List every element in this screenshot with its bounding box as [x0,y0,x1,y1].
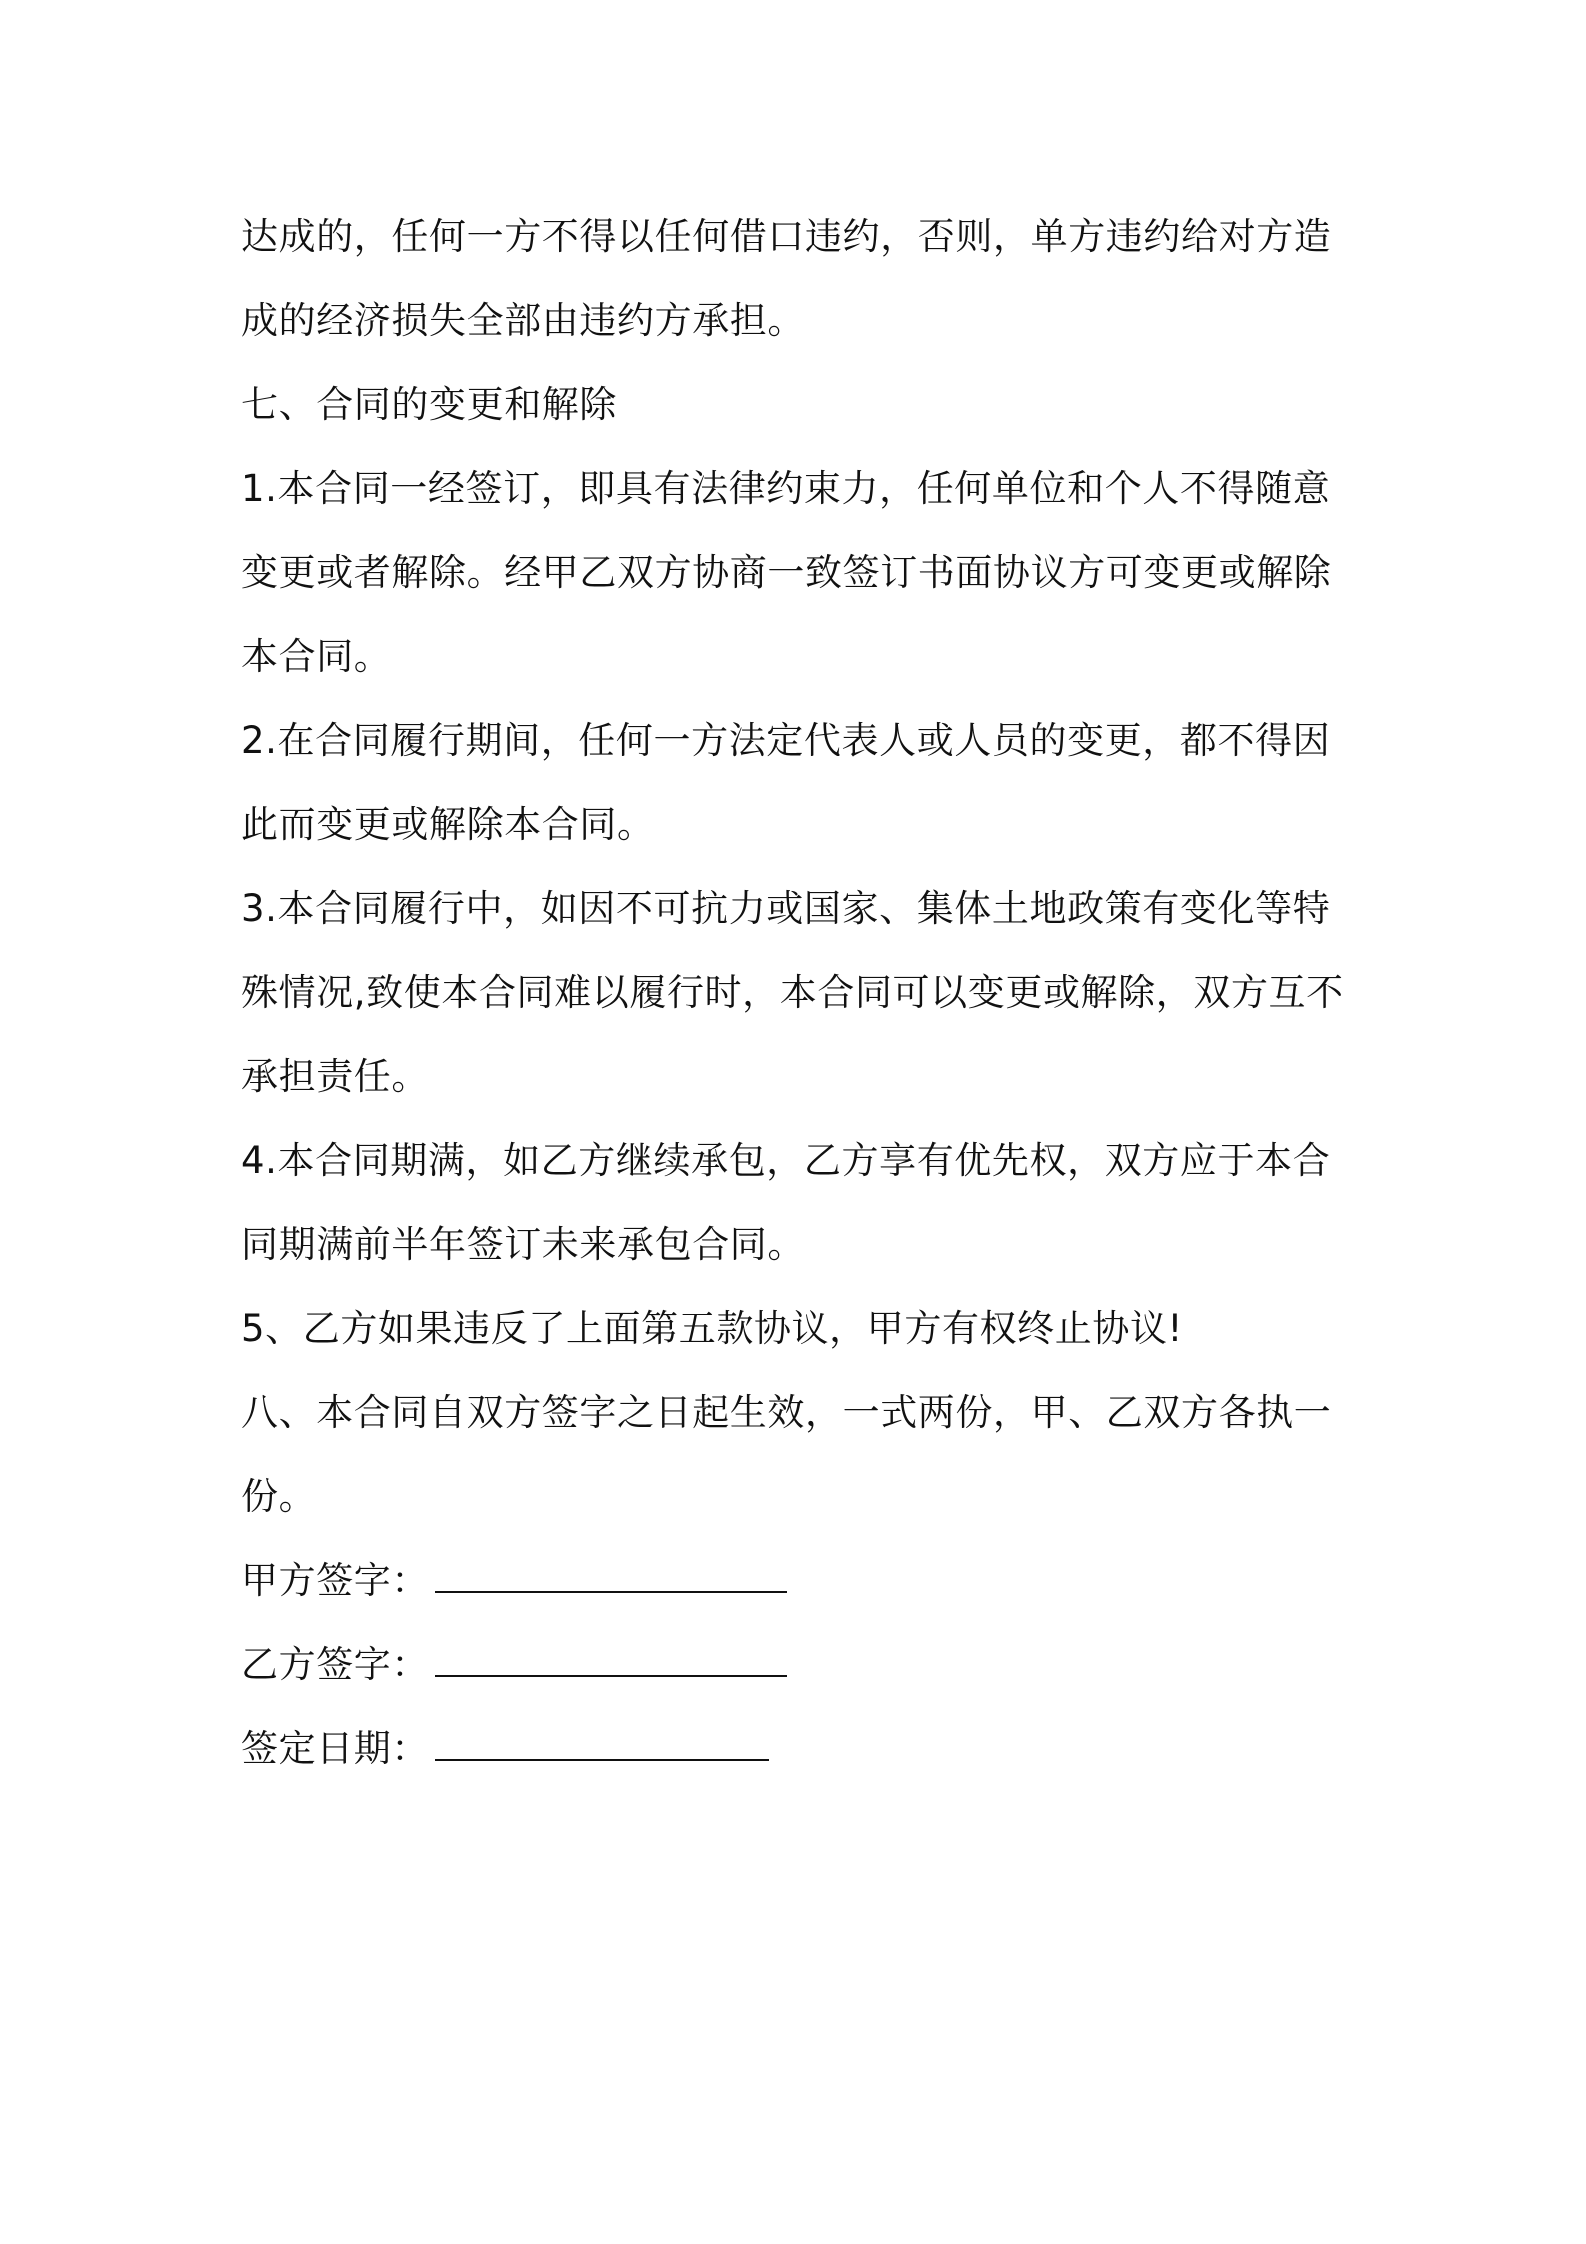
paragraph-line: 本合同。 [241,635,392,678]
paragraph-line: 成的经济损失全部由违约方承担。 [241,299,805,342]
party-a-signature-row [241,1539,1351,1623]
party-b-signature-label: 乙方签字： [241,1643,429,1686]
paragraph-line: 承担责任。 [241,1055,429,1098]
paragraph-line: 2.在合同履行期间，任何一方法定代表人或人员的变更，都不得因 [241,719,1331,762]
paragraph-line: 变更或者解除。经甲乙双方协商一致签订书面协议方可变更或解除 [241,551,1332,594]
paragraph-line: 4.本合同期满，如乙方继续承包，乙方享有优先权，双方应于本合 [241,1139,1331,1182]
paragraph-line: 5、乙方如果违反了上面第五款协议，甲方有权终止协议! [241,1307,1183,1350]
signing-date-blank [435,1729,769,1761]
section-heading: 七、合同的变更和解除 [241,383,617,426]
paragraph-line: 同期满前半年签订未来承包合同。 [241,1223,805,1266]
paragraph-line: 殊情况,致使本合同难以履行时，本合同可以变更或解除，双方互不 [241,971,1344,1014]
party-b-signature-row [241,1623,1351,1707]
signing-date-row [241,1707,1351,1791]
party-a-signature-label: 甲方签字： [241,1559,429,1602]
paragraph-line: 八、本合同自双方签字之日起生效，一式两份，甲、乙双方各执一 [241,1391,1332,1434]
party-b-signature-blank [435,1645,787,1677]
paragraph-line: 3.本合同履行中，如因不可抗力或国家、集体土地政策有变化等特 [241,887,1331,930]
signing-date-label: 签定日期： [241,1727,429,1770]
paragraph-line: 1.本合同一经签订，即具有法律约束力，任何单位和个人不得随意 [241,467,1331,510]
paragraph-line: 此而变更或解除本合同。 [241,803,655,846]
party-a-signature-blank [435,1561,787,1593]
paragraph-line: 达成的，任何一方不得以任何借口违约，否则，单方违约给对方造 [241,215,1332,258]
document-body [241,195,1351,1791]
paragraph-line: 份。 [241,1475,317,1518]
